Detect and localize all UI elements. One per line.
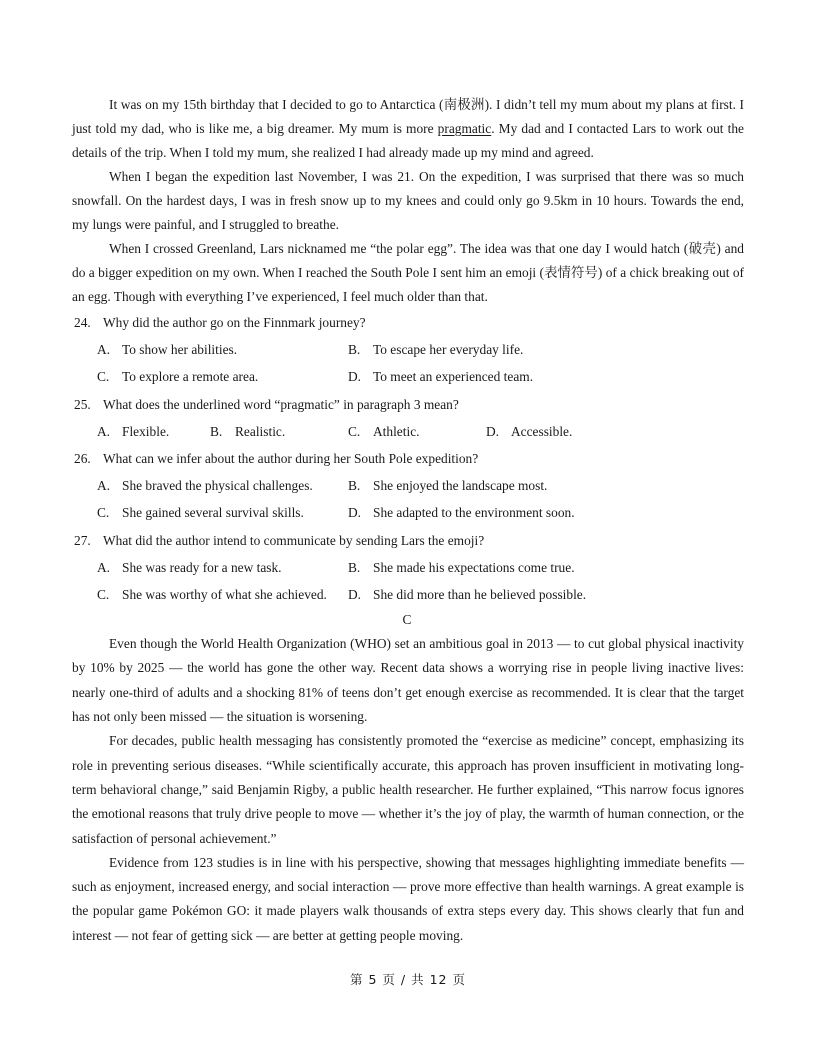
question-number: 26. [74,450,91,466]
question-text: What did the author intend to communicate by sending Lars the emoji? [103,532,485,548]
option-text: To meet an experienced team. [373,369,534,385]
option-d[interactable] [348,581,586,608]
option-letter: C. [97,369,110,385]
option-row [72,472,744,499]
option-letter: A. [97,423,111,439]
option-a[interactable] [97,418,169,445]
question-text: What does the underlined word “pragmatic” in paragraph 3 mean? [103,396,459,412]
option-a[interactable] [97,336,237,363]
option-row [72,418,744,445]
option-row [72,336,744,363]
option-b[interactable] [348,472,547,499]
option-row [72,581,744,608]
option-d[interactable] [348,499,575,526]
option-c[interactable] [348,418,419,445]
option-letter: B. [210,423,223,439]
option-letter: A. [97,559,111,575]
section-heading: C [402,612,412,628]
option-text: She was worthy of what she achieved. [122,586,327,602]
question-stem [72,527,744,554]
underlined-word: pragmatic [437,121,492,136]
paragraph: Even though the World Health Organization (WHO) set an ambitious goal in 2013 — to cut global physical inactivity by 10% by 2025 — the world has gone the other way. Recent data shows a worrying rise in people living inactive lives: nearly one-third of adults and a shocking 81% of teens don’t get enough exercise as recommended. It is clear that the target has not only been missed — the situation is worsening. [72,636,744,725]
question-number: 24. [74,315,91,330]
option-letter: B. [348,478,361,494]
option-c[interactable] [97,363,258,390]
option-text: Accessible. [511,423,573,439]
question-text: Why did the author go on the Finnmark journey? [103,315,366,330]
option-letter: C. [97,586,110,602]
paragraph [72,93,744,165]
exam-page [72,93,744,948]
option-letter: D. [348,586,362,602]
option-letter: A. [97,478,111,494]
paragraph: When I crossed Greenland, Lars nicknamed me “the polar egg”. The idea was that one day I would hatch (破壳) and do a bigger expedition on my own. When I reached the South Pole I sent him an emoji (表情符号) of a chick breaking out of an egg. Though with everything I’ve experienced, I feel much older than that. [72,241,744,304]
option-letter: C. [97,505,110,521]
question-stem [72,445,744,472]
option-text: She did more than he believed possible. [373,586,587,602]
option-text: To show her abilities. [122,342,238,358]
option-text: To explore a remote area. [122,369,259,385]
passage-c [72,632,744,948]
paragraph: Evidence from 123 studies is in line with his perspective, showing that messages highlighting immediate benefits — such as enjoyment, increased energy, and social interaction — prove more effective than health warnings. A great example is the popular game Pokémon GO: it made players walk thousands of extra steps every day. This shows clearly that fun and interest — not fear of getting sick — are better at getting people moving. [72,854,744,943]
option-letter: B. [348,342,361,358]
option-letter: C. [348,423,361,439]
passage-b-tail [72,93,744,309]
option-d[interactable] [486,418,572,445]
option-text: She gained several survival skills. [122,505,304,521]
option-letter: D. [348,369,362,385]
option-d[interactable] [348,363,533,390]
option-text: She adapted to the environment soon. [373,505,575,521]
option-text: She made his expectations come true. [373,559,575,575]
option-text: She enjoyed the landscape most. [373,478,548,494]
option-b[interactable] [348,336,523,363]
question-stem [72,309,744,336]
option-b[interactable] [210,418,285,445]
option-row [72,554,744,581]
option-text: To escape her everyday life. [373,342,524,358]
option-letter: B. [348,559,361,575]
option-b[interactable] [348,554,575,581]
question-number: 27. [74,532,91,548]
question-text: What can we infer about the author during her South Pole expedition? [103,450,479,466]
option-letter: D. [348,505,362,521]
option-text: Realistic. [235,423,286,439]
option-text: She was ready for a new task. [122,559,282,575]
option-c[interactable] [97,581,327,608]
paragraph-text: . My dad and I contacted Lars to work out the details of the trip. When I told my mum, she realized I had already made up my mind and agreed. [72,121,745,160]
option-a[interactable] [97,554,282,581]
paragraph: When I began the expedition last November, I was 21. On the expedition, I was surprised that there was so much snowfall. On the hardest days, I was in fresh snow up to my knees and could only go 9.5km in 10 hours. Towards the end, my lungs were painful, and I struggled to breathe. [72,169,744,232]
option-text: She braved the physical challenges. [122,478,313,494]
question-27 [72,527,744,609]
option-letter: A. [97,342,111,358]
question-25 [72,391,744,445]
option-letter: D. [486,423,500,439]
option-text: Flexible. [122,423,170,439]
question-24 [72,309,744,391]
paragraph-text: It was on my 15th birthday that I decided to go to Antarctica (南极洲). I didn’t tell my mum about my plans at first. I just told my dad, who is like me, a big dreamer. My mum is more [72,97,744,136]
option-a[interactable] [97,472,313,499]
question-26 [72,445,744,527]
option-text: Athletic. [373,423,420,439]
page-footer: 第 5 页 / 共 12 页 [350,972,466,987]
paragraph: For decades, public health messaging has consistently promoted the “exercise as medicine” concept, emphasizing its role in preventing serious diseases. “While scientifically accurate, this approach has proven insufficient in motivating long- term behavioral change,” said Benjamin Rigby, a public health researcher. He further explained, “This narrow focus ignores the emotional reasons that truly drive people to move — whether it’s the joy of play, the warmth of human connection, or the satisfaction of personal achievement.” [72,733,744,846]
question-number: 25. [74,396,91,412]
option-c[interactable] [97,499,304,526]
question-stem [72,391,744,418]
option-row [72,363,744,390]
option-row [72,499,744,526]
